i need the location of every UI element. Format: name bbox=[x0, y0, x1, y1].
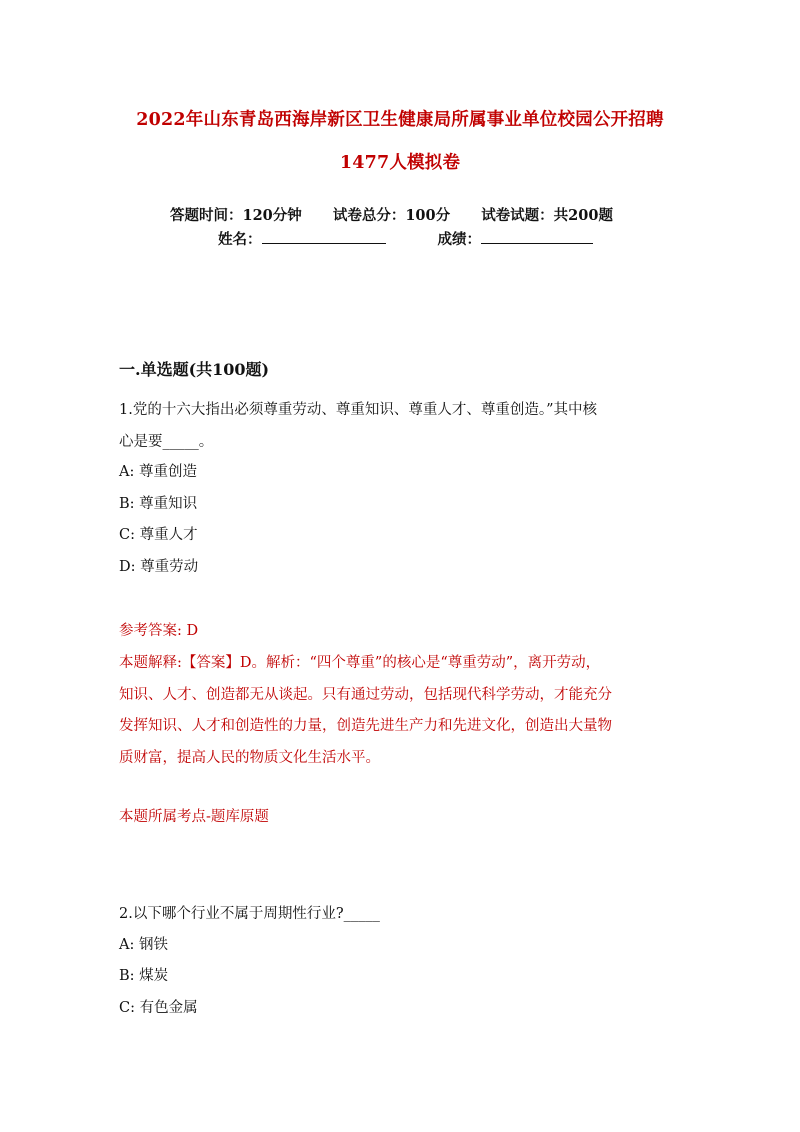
question-source: 本题所属考点-题库原题 bbox=[119, 809, 269, 825]
option-b: B: 尊重知识 bbox=[119, 496, 198, 512]
explanation-line: 本题解释:【答案】D。解析：“四个尊重”的核心是“尊重劳动”，离开劳动， bbox=[119, 655, 601, 671]
page-title: 2022年山东青岛西海岸新区卫生健康局所属事业单位校园公开招聘 bbox=[136, 110, 664, 130]
option-c: C: 尊重人才 bbox=[119, 527, 198, 543]
name-label: 姓名： bbox=[218, 231, 262, 248]
option-c: C: 有色金属 bbox=[119, 1000, 198, 1016]
name-score-row bbox=[218, 228, 593, 249]
name-blank bbox=[262, 229, 386, 244]
option-a: A: 钢铁 bbox=[119, 937, 168, 953]
exam-question-count: 试卷试题：共200题 bbox=[481, 207, 613, 224]
question-stem: 1.党的十六大指出必须尊重劳动、尊重知识、尊重人才、尊重创造。”其中核 bbox=[119, 402, 597, 418]
explanation-line: 质财富，提高人民的物质文化生活水平。 bbox=[119, 750, 380, 766]
exam-meta bbox=[170, 204, 613, 225]
explanation-line: 知识、人才、创造都无从谈起。只有通过劳动，包括现代科学劳动，才能充分 bbox=[119, 687, 612, 703]
option-b: B: 煤炭 bbox=[119, 968, 169, 984]
question-stem: 2.以下哪个行业不属于周期性行业?_____ bbox=[119, 906, 380, 922]
explanation-line: 发挥知识、人才和创造性的力量，创造先进生产力和先进文化，创造出大量物 bbox=[119, 718, 612, 734]
option-a: A: 尊重创造 bbox=[119, 464, 197, 480]
option-d: D: 尊重劳动 bbox=[119, 559, 199, 575]
score-label: 成绩： bbox=[437, 231, 481, 248]
exam-time: 答题时间：120分钟 bbox=[170, 207, 302, 224]
reference-answer: 参考答案: D bbox=[119, 623, 199, 639]
question-stem-continued: 心是要_____。 bbox=[119, 434, 214, 450]
score-blank bbox=[481, 229, 593, 244]
exam-total-score: 试卷总分：100分 bbox=[332, 207, 451, 224]
page-title-continued: 1477人模拟卷 bbox=[339, 153, 461, 173]
section-heading: 一.单选题(共100题) bbox=[119, 360, 270, 379]
